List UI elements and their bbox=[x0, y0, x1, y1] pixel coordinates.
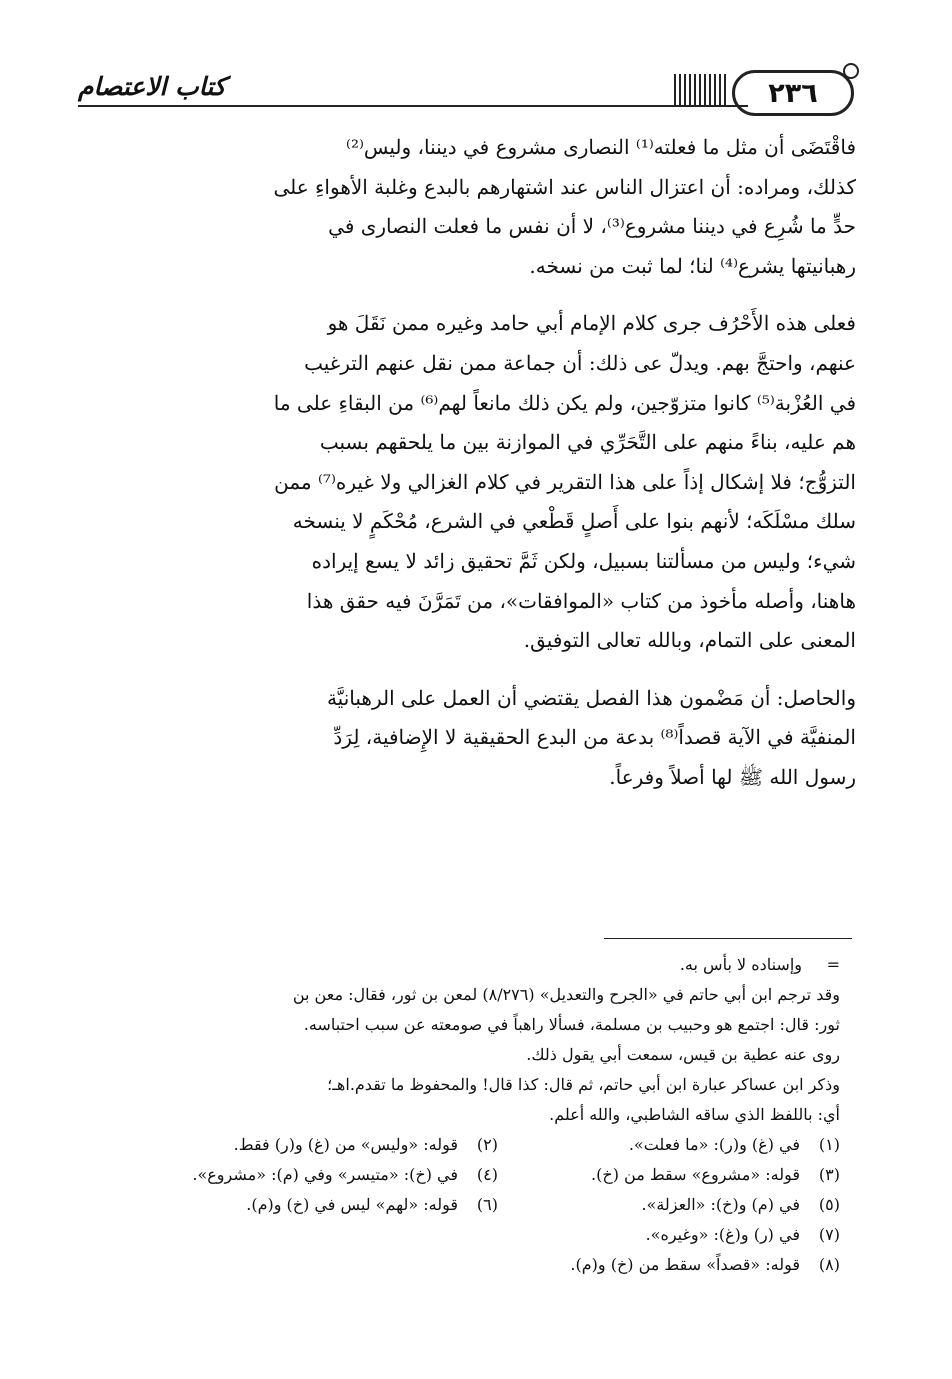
footnote-number: (٣) bbox=[818, 1165, 840, 1184]
footnote-line: روى عنه عطية بن قيس، سمعت أبي يقول ذلك. bbox=[526, 1045, 840, 1064]
text-line: عنهم، واحتجَّ بهم. ويدلّ عى ذلك: أن جماعة ممن نقل عنهم الترغيب bbox=[304, 350, 856, 375]
footnote-number: (٢) bbox=[476, 1135, 498, 1154]
text-line: فعلى هذه الأَحْرُف جرى كلام الإمام أبي حامد وغيره ممن نَقَلَ هو bbox=[327, 311, 856, 336]
footnote bbox=[510, 1160, 840, 1190]
footnotes bbox=[98, 950, 840, 1280]
footnote bbox=[98, 1160, 498, 1190]
footnote bbox=[98, 1130, 498, 1160]
text-line: هاهنا، وأصله مأخوذ من كتاب «الموافقات»، من تَمَرَّنَ فيه حقق هذا bbox=[306, 588, 856, 613]
text-line: شيء؛ وليس من مسألتنا بسبيل، ولكن ثَمَّ تحقيق زائد لا يسع إيراده bbox=[311, 548, 856, 573]
footnote-number: (١) bbox=[818, 1135, 840, 1154]
text-line: فاقْتَضَى أن مثل ما فعلته⁽¹⁾ النصارى مشروع في ديننا، وليس⁽²⁾ bbox=[346, 135, 856, 159]
text-line: والحاصل: أن مَضْمون هذا الفصل يقتضي أن العمل على الرهبانيَّة bbox=[326, 685, 856, 710]
footnote-line: وقد ترجم ابن أبي حاتم في «الجرح والتعديل» (٨/٢٧٦) لمعن بن ثور، فقال: معن بن bbox=[292, 985, 840, 1004]
page-header bbox=[78, 58, 856, 114]
footnote bbox=[98, 1190, 498, 1220]
footnote-line: أي: باللفظ الذي ساقه الشاطبي، والله أعلم. bbox=[549, 1105, 840, 1124]
footnote-number: (٥) bbox=[818, 1195, 840, 1214]
text-line: رهبانيتها يشرع⁽⁴⁾ لنا؛ لما ثبت من نسخه. bbox=[529, 253, 856, 278]
footnote-text: في (غ) و(ر): «ما فعلت». bbox=[628, 1135, 800, 1154]
footnote bbox=[510, 1130, 840, 1160]
footnote bbox=[510, 1190, 840, 1220]
paragraph bbox=[78, 128, 856, 286]
footnote-text: في (م) و(خ): «العزلة». bbox=[641, 1195, 800, 1214]
text-line: حدٍّ ما شُرِع في ديننا مشروع⁽³⁾، لا أن نفس ما فعلت النصارى في bbox=[328, 214, 856, 239]
text-line: كذلك، ومراده: أن اعتزال الناس عند اشتهارهم بالبدع وغلبة الأهواءِ على bbox=[273, 174, 856, 199]
footnote-text: في (ر) و(غ): «وغيره». bbox=[645, 1225, 800, 1244]
paragraph bbox=[78, 304, 856, 660]
footnote-text: قوله: «مشروع» سقط من (خ). bbox=[591, 1165, 800, 1184]
text-line: التزوُّج؛ فلا إشكال إذاً على هذا التقرير في كلام الغزالي ولا غيره⁽⁷⁾ ممن bbox=[274, 469, 856, 494]
text-line: هم عليه، بناءً منهم على التَّحَرِّي في الموازنة بين ما يلحقهم بسبب bbox=[319, 430, 856, 455]
text-line: المعنى على التمام، وبالله تعالى التوفيق. bbox=[523, 628, 856, 653]
footnote-number: (٤) bbox=[476, 1165, 498, 1184]
footnote-line: وذكر ابن عساكر عبارة ابن أبي حاتم، ثم قال: كذا قال! والمحفوظ ما تقدم.اهـ؛ bbox=[327, 1075, 840, 1094]
footnote-number: (٧) bbox=[818, 1225, 840, 1244]
text-line: المنفيَّة في الآية قصداً⁽⁸⁾ بدعة من البدع الحقيقية لا الإِضافية، لِرَدِّ bbox=[333, 725, 856, 750]
footnote bbox=[510, 1220, 840, 1250]
header-ornament bbox=[674, 74, 728, 105]
footnote-line: وإسناده لا بأس به. bbox=[679, 955, 802, 974]
text-line: سلك مسْلَكَه؛ لأنهم بنوا على أَصلٍ قَطْعي في الشرع، مُحْكَمٍ لا ينسخه bbox=[292, 509, 856, 534]
footnote-text: قوله: «لهم» ليس في (خ) و(م). bbox=[246, 1195, 458, 1214]
footnote-text: قوله: «وليس» من (غ) و(ر) فقط. bbox=[233, 1135, 458, 1154]
footnote-text: في (خ): «متيسر» وفي (م): «مشروع». bbox=[192, 1165, 458, 1184]
running-title: كتاب الاعتصام bbox=[78, 72, 226, 101]
text-line: في العُزْبة⁽⁵⁾ كانوا متزوّجين، ولم يكن ذلك مانعاً لهم⁽⁶⁾ من البقاءِ على ما bbox=[273, 390, 856, 415]
footnote-list bbox=[98, 1130, 840, 1280]
paragraph bbox=[78, 679, 856, 798]
footnote bbox=[510, 1250, 840, 1280]
footnote-number: (٦) bbox=[476, 1195, 498, 1214]
footnote-separator bbox=[604, 938, 852, 939]
footnote-text: قوله: «قصداً» سقط من (خ) و(م). bbox=[570, 1255, 800, 1274]
footnote-line: ثور: قال: اجتمع هو وحبيب بن مسلمة، فسألا راهباً في صومعته عن سبب احتباسه. bbox=[303, 1015, 840, 1034]
continuation-marker: = bbox=[826, 955, 840, 974]
footnote-continuation bbox=[98, 950, 840, 980]
footnote-spacer bbox=[98, 1220, 498, 1250]
text-line: رسول الله ﷺ لها أصلاً وفرعاً. bbox=[609, 764, 856, 789]
main-text bbox=[78, 128, 856, 798]
page-number: ٢٣٦ bbox=[732, 70, 854, 116]
footnote-number: (٨) bbox=[818, 1255, 840, 1274]
header-rule bbox=[78, 105, 748, 107]
